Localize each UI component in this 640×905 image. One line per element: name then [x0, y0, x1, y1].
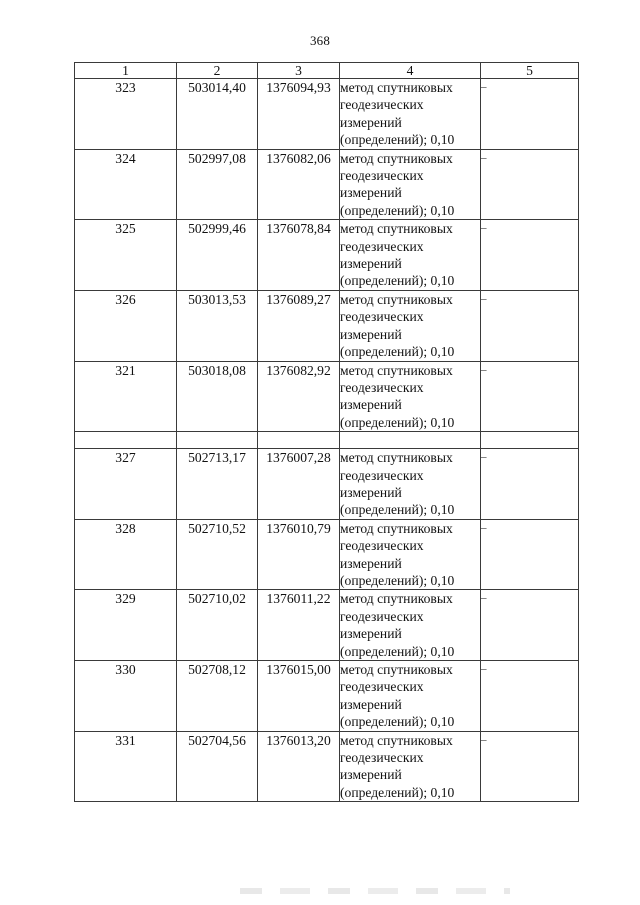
method-text-line: метод спутниковых [340, 362, 453, 378]
method-cell [340, 449, 481, 520]
method-text-line: метод спутниковых [340, 662, 453, 677]
method-text-line: геодезических [340, 608, 424, 624]
method-text-line: измерений [340, 626, 402, 642]
note-dash: – [481, 151, 487, 164]
method-text-line: измерений [340, 696, 402, 712]
method-text-line: (определений); 0,10 [340, 344, 455, 360]
method-text-line: метод спутниковых [340, 732, 453, 748]
x-coordinate-cell: 502999,46 [177, 220, 258, 291]
note-dash: – [481, 81, 487, 93]
method-text-line: (определений); 0,10 [340, 643, 455, 659]
note-cell [481, 519, 579, 590]
y-coordinate-cell: 1376094,93 [258, 79, 340, 150]
method-cell [340, 361, 481, 432]
point-number-cell: 330 [75, 661, 177, 732]
method-cell [340, 519, 481, 590]
method-cell [340, 220, 481, 291]
x-coordinate-cell: 502710,52 [177, 519, 258, 590]
note-cell [481, 590, 579, 661]
method-text-line: (определений); 0,10 [340, 572, 455, 588]
note-dash: – [481, 592, 487, 605]
method-text-line: (определений); 0,10 [340, 132, 455, 148]
method-text-line: измерений [340, 256, 402, 272]
x-coordinate-cell: 502708,12 [177, 661, 258, 732]
method-cell [340, 79, 481, 150]
separator-cell [481, 432, 579, 449]
method-text-line: измерений [340, 326, 402, 342]
table-row [75, 149, 579, 220]
x-coordinate-cell: 503013,53 [177, 290, 258, 361]
point-number-cell: 321 [75, 361, 177, 432]
x-coordinate-cell: 502710,02 [177, 590, 258, 661]
method-text-line: метод спутниковых [340, 450, 453, 466]
note-cell [481, 290, 579, 361]
point-number-cell: 323 [75, 79, 177, 150]
method-text-line: геодезических [340, 679, 424, 695]
method-text-line: геодезических [340, 750, 424, 766]
method-text-line: геодезических [340, 309, 424, 325]
note-cell [481, 361, 579, 432]
y-coordinate-cell: 1376007,28 [258, 449, 340, 520]
table-row [75, 361, 579, 432]
x-coordinate-cell: 503014,40 [177, 79, 258, 150]
method-text-line: метод спутниковых [340, 591, 453, 607]
header-col-3: 3 [258, 63, 340, 79]
method-text-line: метод спутниковых [340, 150, 453, 166]
point-number-cell: 328 [75, 519, 177, 590]
note-cell [481, 79, 579, 150]
x-coordinate-cell: 502713,17 [177, 449, 258, 520]
method-text-line: метод спутниковых [340, 291, 453, 307]
y-coordinate-cell: 1376010,79 [258, 519, 340, 590]
method-cell [340, 661, 481, 732]
note-cell [481, 731, 579, 802]
point-number-cell: 329 [75, 590, 177, 661]
y-coordinate-cell: 1376082,92 [258, 361, 340, 432]
method-text-line: (определений); 0,10 [340, 202, 455, 218]
table-row [75, 661, 579, 732]
note-dash: – [481, 222, 487, 235]
point-number-cell: 326 [75, 290, 177, 361]
method-text-line: (определений); 0,10 [340, 714, 455, 730]
note-cell [481, 661, 579, 732]
method-text-line: геодезических [340, 168, 424, 184]
table-row [75, 79, 579, 150]
header-col-5: 5 [481, 63, 579, 79]
separator-cell [258, 432, 340, 449]
note-dash: – [481, 663, 487, 675]
method-text-line: измерений [340, 397, 402, 413]
table-row [75, 220, 579, 291]
method-cell [340, 731, 481, 802]
method-text-line: измерений [340, 185, 402, 201]
x-coordinate-cell: 503018,08 [177, 361, 258, 432]
method-text-line: (определений); 0,10 [340, 273, 455, 289]
y-coordinate-cell: 1376013,20 [258, 731, 340, 802]
note-dash: – [481, 733, 487, 746]
method-text-line: метод спутниковых [340, 520, 453, 536]
method-cell [340, 590, 481, 661]
note-dash: – [481, 363, 487, 376]
separator-cell [340, 432, 481, 449]
y-coordinate-cell: 1376089,27 [258, 290, 340, 361]
y-coordinate-cell: 1376082,06 [258, 149, 340, 220]
y-coordinate-cell: 1376011,22 [258, 590, 340, 661]
table-header-row [75, 63, 579, 79]
header-col-2: 2 [177, 63, 258, 79]
method-text-line: метод спутниковых [340, 221, 453, 237]
separator-cell [177, 432, 258, 449]
note-cell [481, 449, 579, 520]
table-row [75, 519, 579, 590]
note-dash: – [481, 521, 487, 534]
point-number-cell: 324 [75, 149, 177, 220]
y-coordinate-cell: 1376015,00 [258, 661, 340, 732]
method-text-line: геодезических [340, 538, 424, 554]
method-text-line: (определений); 0,10 [340, 414, 455, 430]
method-text-line: геодезических [340, 238, 424, 254]
separator-row [75, 432, 579, 449]
method-text-line: (определений); 0,10 [340, 502, 455, 518]
table-row [75, 590, 579, 661]
note-cell [481, 220, 579, 291]
method-cell [340, 290, 481, 361]
scan-footer-smudge [240, 888, 510, 894]
method-text-line: геодезических [340, 379, 424, 395]
coordinates-table-body [75, 63, 579, 802]
table-row [75, 731, 579, 802]
method-text-line: метод спутниковых [340, 80, 453, 95]
header-col-4: 4 [340, 63, 481, 79]
method-text-line: измерений [340, 484, 402, 500]
method-text-line: (определений); 0,10 [340, 784, 455, 800]
note-dash: – [481, 451, 487, 464]
coordinates-table [74, 62, 579, 802]
method-text-line: измерений [340, 114, 402, 130]
page-number: 368 [309, 33, 331, 48]
x-coordinate-cell: 502997,08 [177, 149, 258, 220]
method-text-line: геодезических [340, 97, 424, 113]
separator-cell [75, 432, 177, 449]
y-coordinate-cell: 1376078,84 [258, 220, 340, 291]
method-cell [340, 149, 481, 220]
method-text-line: измерений [340, 555, 402, 571]
header-col-1: 1 [75, 63, 177, 79]
point-number-cell: 327 [75, 449, 177, 520]
table-row [75, 290, 579, 361]
point-number-cell: 325 [75, 220, 177, 291]
coordinates-table-wrapper [74, 62, 579, 802]
note-cell [481, 149, 579, 220]
table-row [75, 449, 579, 520]
x-coordinate-cell: 502704,56 [177, 731, 258, 802]
point-number-cell: 331 [75, 731, 177, 802]
note-dash: – [481, 292, 487, 305]
method-text-line: измерений [340, 767, 402, 783]
method-text-line: геодезических [340, 467, 424, 483]
